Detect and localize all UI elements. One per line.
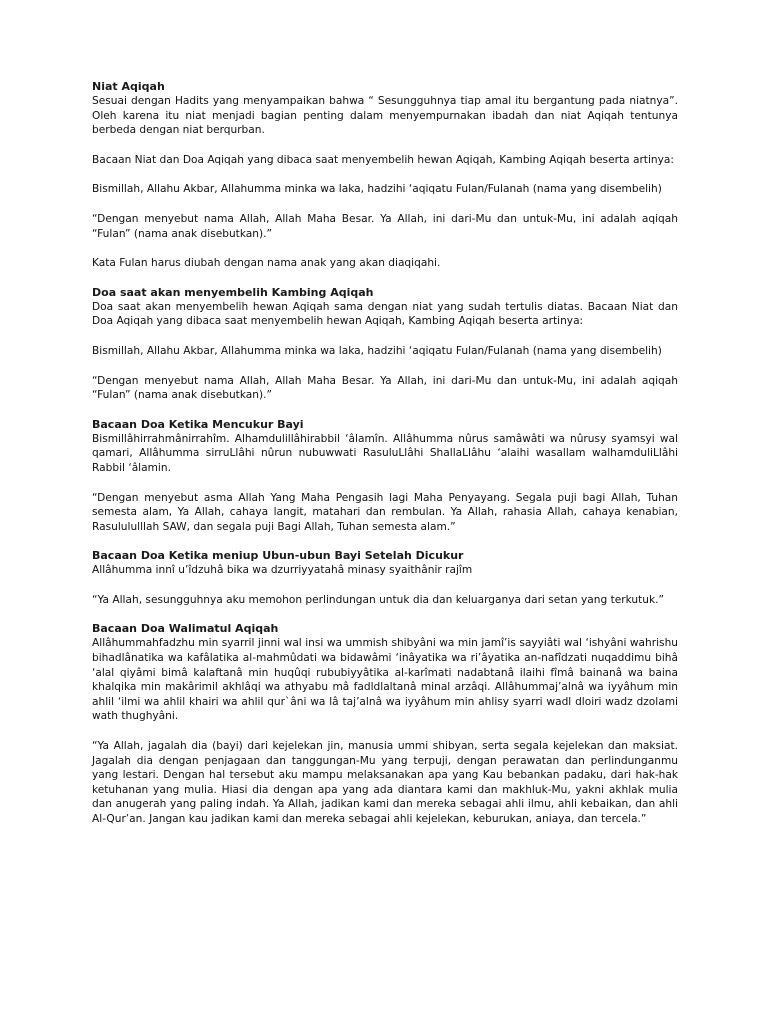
paragraph: Doa saat akan menyembelih hewan Aqiqah sama dengan niat yang sudah tertulis diatas. Bacaan Niat dan Doa Aqiqah yang dibaca saat menyembelih hewan Aqiqah, Kambing Aqiqah beserta artinya:: [92, 300, 678, 328]
paragraph: “Dengan menyebut asma Allah Yang Maha Pengasih lagi Maha Penyayang. Segala puji bagi Allah, Tuhan semesta alam, Ya Allah, cahaya langit, matahari dan rembulan. Ya Allah, rahasia Allah, cahaya kenabian, Rasulululllah SAW, dan segala puji Bagi Allah, Tuhan semesta alam.”: [92, 491, 678, 533]
paragraph: “Dengan menyebut nama Allah, Allah Maha Besar. Ya Allah, ini dari-Mu dan untuk-Mu, ini adalah aqiqah “Fulan” (nama anak disebutkan).”: [92, 374, 678, 402]
section-doa-mencukur: [92, 417, 678, 535]
section-heading: Bacaan Doa Ketika meniup Ubun-ubun Bayi Setelah Dicukur: [92, 549, 464, 563]
paragraph: Allâhummahfadzhu min syarril jinni wal insi wa ummish shibyâni wa min jamî’is sayyiâti wal ‘ishyâni wahrishu bihadlânatika wa kafâlatika al-mahmûdati wa bidawâmi ‘inâyatika wa ri’âyatika an-nafîdzati nuqaddimu bihâ ‘alal qiyâmi bimâ kalaftanâ min huqûqi rububiyyâtika al-karîmati nadabtanâ ilaihi fîmâ bainanâ wa baina khalqika min makârimil akhlâqi wa athyabu mâ fadldlaltanâ minal arzâqi. Allâhummaj’alnâ wa iyyâhum min ahlil ‘ilmi wa ahlil khairi wa ahlil qur`âni wa lâ taj’alnâ wa iyyâhum min ahlisy syarri wadl dloiri wadz dzolami wath thughyâni.: [92, 637, 678, 723]
paragraph: Bacaan Niat dan Doa Aqiqah yang dibaca saat menyembelih hewan Aqiqah, Kambing Aqiqah beserta artinya:: [92, 153, 674, 166]
paragraph: Bismillah, Allahu Akbar, Allahumma minka wa laka, hadzihi ‘aqiqatu Fulan/Fulanah (nama yang disembelih): [92, 183, 662, 196]
document-page: [92, 79, 678, 841]
paragraph: Bismillâhirrahmânirrahîm. Alhamdulillâhirabbil ‘âlamîn. Allâhumma nûrus samâwâti wa nûrusy syamsyi wal qamari, Allâhumma sirruLlâhi nûrun nubuwwati RasuluLlâhi ShallaLlâhu ‘alaihi wasallam walhamduliLlâhi Rabbil ‘âlamin.: [92, 432, 678, 474]
paragraph: Allâhumma innî u’îdzuhâ bika wa dzurriyyatahâ minasy syaithânir rajîm: [92, 564, 473, 577]
section-niat-aqiqah: [92, 79, 678, 271]
section-heading: Niat Aqiqah: [92, 80, 165, 93]
paragraph: “Ya Allah, jagalah dia (bayi) dari kejelekan jin, manusia ummi shibyan, serta segala kejelekan dan maksiat. Jagalah dia dengan penjagaan dan tanggungan-Mu yang terpuji, dengan perawatan dan perlindunganmu yang lestari. Dengan hal tersebut aku mampu melaksanakan apa yang Kau bebankan padaku, dari hak-hak ketuhanan yang mulia. Hiasi dia dengan apa yang ada diantara kami dan makhluk-Mu, yakni akhlak mulia dan anugerah yang paling indah. Ya Allah, jadikan kami dan mereka sebagai ahli ilmu, ahli kebaikan, dan ahli Al-Qur’an. Jangan kau jadikan kami dan mereka sebagai ahli kejelekan, keburukan, aniaya, dan tercela.”: [92, 740, 678, 825]
paragraph: Sesuai dengan Hadits yang menyampaikan bahwa “ Sesungguhnya tiap amal itu bergantung pada niatnya”. Oleh karena itu niat menjadi bagian penting dalam menyempurnakan ibadah dan niat Aqiqah tentunya berbeda dengan niat berqurban.: [92, 95, 678, 137]
section-doa-meniup-ubun-ubun: [92, 548, 678, 607]
paragraph: “Ya Allah, sesungguhnya aku memohon perlindungan untuk dia dan keluarganya dari setan yang terkutuk.”: [92, 593, 664, 606]
section-doa-walimatul: [92, 621, 678, 826]
paragraph: Kata Fulan harus diubah dengan nama anak yang akan diaqiqahi.: [92, 257, 441, 270]
section-heading: Doa saat akan menyembelih Kambing Aqiqah: [92, 285, 374, 299]
section-heading: Bacaan Doa Ketika Mencukur Bayi: [92, 417, 304, 431]
section-doa-menyembelih: [92, 285, 678, 403]
section-heading: Bacaan Doa Walimatul Aqiqah: [92, 622, 279, 636]
paragraph: “Dengan menyebut nama Allah, Allah Maha Besar. Ya Allah, ini dari-Mu dan untuk-Mu, ini adalah aqiqah “Fulan” (nama anak disebutkan).”: [92, 212, 678, 240]
paragraph: Bismillah, Allahu Akbar, Allahumma minka wa laka, hadzihi ‘aqiqatu Fulan/Fulanah (nama yang disembelih): [92, 344, 662, 357]
